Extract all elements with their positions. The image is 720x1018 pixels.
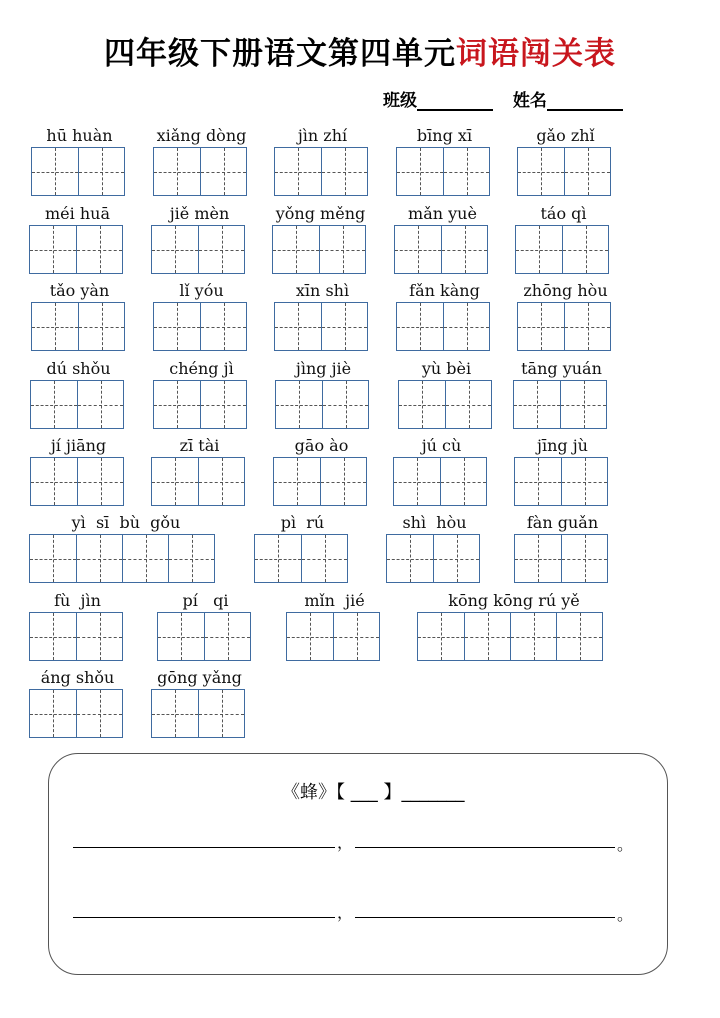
write-cell[interactable] [168,535,214,582]
word-item [272,205,369,275]
write-cell[interactable] [198,226,244,273]
write-cell[interactable] [200,381,246,428]
write-cell[interactable] [198,458,244,505]
write-cell[interactable] [30,535,76,582]
word-item [29,669,126,739]
write-cell[interactable] [418,613,464,660]
tianzige-grid [273,457,367,506]
write-cell[interactable] [510,613,556,660]
write-cell[interactable] [32,303,78,350]
tianzige-grid [517,302,611,351]
write-cell[interactable] [152,690,198,737]
tianzige-grid [396,147,490,196]
write-cell[interactable] [397,148,443,195]
write-cell[interactable] [76,690,122,737]
pinyin-label: zhōng hòu [523,281,608,300]
tianzige-grid [272,225,366,274]
write-cell[interactable] [395,226,441,273]
write-cell[interactable] [30,690,76,737]
pinyin-label: xīn shì [295,281,350,300]
word-item [151,669,248,739]
write-cell[interactable] [443,148,489,195]
write-cell[interactable] [515,458,561,505]
tianzige-grid [29,689,123,738]
write-cell[interactable] [561,458,607,505]
poem-line-1b[interactable] [355,847,615,848]
tianzige-grid [514,534,608,583]
pinyin-label: kōng kōng rú yě [448,591,580,610]
tianzige-grid [274,302,368,351]
tianzige-grid [153,302,247,351]
tianzige-grid [396,302,490,351]
pinyin-label: jú cù [421,436,462,455]
poem-comma-2: ， [337,903,354,922]
word-item [417,592,611,662]
write-cell[interactable] [31,458,77,505]
pinyin-label: pí qi [182,591,229,610]
pinyin-label: gōng yǎng [157,668,242,687]
pinyin-label: pì rú [280,513,325,532]
write-cell[interactable] [122,535,168,582]
write-cell[interactable] [78,148,124,195]
tianzige-grid [30,457,124,506]
tianzige-grid [29,612,123,661]
pinyin-label: bīng xī [416,126,473,145]
tianzige-grid [153,147,247,196]
word-item [274,127,371,197]
write-cell[interactable] [154,148,200,195]
student-info [383,86,623,111]
write-cell[interactable] [273,226,319,273]
write-cell[interactable] [561,535,607,582]
write-cell[interactable] [514,381,560,428]
word-item [396,282,493,352]
pinyin-label: hū huàn [46,126,113,145]
write-cell[interactable] [200,303,246,350]
word-item [275,360,372,430]
word-item [513,360,610,430]
pinyin-label: xiǎng dòng [156,126,247,145]
word-item [517,282,614,352]
pinyin-label: chéng jì [169,359,234,378]
write-cell[interactable] [154,303,200,350]
tianzige-grid [275,380,369,429]
word-item [153,282,250,352]
pinyin-label: shì hòu [402,513,467,532]
pinyin-label: gāo ào [294,436,349,455]
word-item [286,592,383,662]
tianzige-grid [30,380,124,429]
write-cell[interactable] [516,226,562,273]
write-cell[interactable] [287,613,333,660]
title-highlight: 词语闯关表 [456,36,616,72]
pinyin-label: fàn guǎn [526,513,599,532]
write-cell[interactable] [319,226,365,273]
word-item [514,437,611,507]
write-cell[interactable] [275,303,321,350]
word-item [153,127,250,197]
class-label: 班级 [383,91,417,111]
word-item [393,437,490,507]
tianzige-grid [151,225,245,274]
tianzige-grid [157,612,251,661]
word-item [274,282,371,352]
word-item [29,205,126,275]
word-item [30,360,127,430]
tianzige-grid [514,457,608,506]
word-item [151,205,248,275]
write-cell[interactable] [76,535,122,582]
word-item [396,127,493,197]
poem-period-1: 。 [617,835,634,854]
word-item [157,592,254,662]
write-cell[interactable] [30,226,76,273]
tianzige-grid [386,534,480,583]
tianzige-grid [417,612,603,661]
pinyin-label: áng shǒu [40,668,115,687]
word-item [151,437,248,507]
write-cell[interactable] [321,303,367,350]
pinyin-label: yǒng měng [275,204,366,223]
name-label: 姓名 [512,91,547,111]
write-cell[interactable] [445,381,491,428]
write-cell[interactable] [320,458,366,505]
write-cell[interactable] [464,613,510,660]
pinyin-label: lǐ yóu [179,281,224,300]
word-item [31,127,128,197]
name-blank[interactable] [547,93,623,111]
tianzige-grid [398,380,492,429]
write-cell[interactable] [397,303,443,350]
page-title [0,34,720,74]
tianzige-grid [254,534,348,583]
pinyin-label: jīng jù [537,436,588,455]
write-cell[interactable] [198,690,244,737]
pinyin-label: jí jiāng [50,436,107,455]
write-cell[interactable] [32,148,78,195]
write-cell[interactable] [321,148,367,195]
write-cell[interactable] [200,148,246,195]
poem-line-2b[interactable] [355,917,615,918]
write-cell[interactable] [322,381,368,428]
poem-title: 《蜂》【 ___ 】_______ [282,782,465,803]
tianzige-grid [31,302,125,351]
tianzige-grid [286,612,380,661]
word-item [398,360,495,430]
write-cell[interactable] [154,381,200,428]
pinyin-label: jìn zhí [297,126,348,145]
tianzige-grid [29,534,215,583]
pinyin-label: yì sī bù gǒu [71,513,181,532]
pinyin-label: mǐn jié [304,591,365,610]
write-cell[interactable] [556,613,602,660]
write-cell[interactable] [333,613,379,660]
write-cell[interactable] [564,148,610,195]
word-item [29,592,126,662]
tianzige-grid [517,147,611,196]
pinyin-label: jiě mèn [169,204,230,223]
word-item [29,514,223,584]
word-item [31,282,128,352]
pinyin-label: yù bèi [421,359,472,378]
pinyin-label: jìng jiè [295,359,352,378]
write-cell[interactable] [433,535,479,582]
tianzige-grid [513,380,607,429]
write-cell[interactable] [518,303,564,350]
write-cell[interactable] [78,303,124,350]
word-item [273,437,370,507]
write-cell[interactable] [564,303,610,350]
write-cell[interactable] [76,613,122,660]
pinyin-label: táo qì [540,204,587,223]
tianzige-grid [515,225,609,274]
pinyin-label: gǎo zhǐ [536,126,595,145]
write-cell[interactable] [394,458,440,505]
pinyin-label: zī tài [179,436,220,455]
write-cell[interactable] [152,458,198,505]
tianzige-grid [151,457,245,506]
write-cell[interactable] [30,613,76,660]
tianzige-grid [394,225,488,274]
write-cell[interactable] [76,226,122,273]
word-item [254,514,351,584]
write-cell[interactable] [255,535,301,582]
pinyin-label: tǎo yàn [49,281,110,300]
title-main: 四年级下册语文第四单元 [104,36,456,72]
word-item [517,127,614,197]
word-item [30,437,127,507]
tianzige-grid [153,380,247,429]
write-cell[interactable] [515,535,561,582]
pinyin-label: tāng yuán [521,359,602,378]
pinyin-label: fǎn kàng [409,281,480,300]
write-cell[interactable] [562,226,608,273]
write-cell[interactable] [204,613,250,660]
class-blank[interactable] [417,93,493,111]
tianzige-grid [29,225,123,274]
pinyin-label: méi huā [45,204,110,223]
word-item [515,205,612,275]
write-cell[interactable] [158,613,204,660]
tianzige-grid [151,689,245,738]
write-cell[interactable] [276,381,322,428]
write-cell[interactable] [440,458,486,505]
write-cell[interactable] [443,303,489,350]
pinyin-label: mǎn yuè [408,204,477,223]
pinyin-label: dú shǒu [46,359,111,378]
write-cell[interactable] [31,381,77,428]
write-cell[interactable] [441,226,487,273]
write-cell[interactable] [387,535,433,582]
write-cell[interactable] [275,148,321,195]
write-cell[interactable] [77,381,123,428]
word-item [153,360,250,430]
poem-period-2: 。 [617,905,634,924]
poem-comma-1: ， [337,833,354,852]
poem-line-1a[interactable] [73,847,335,848]
tianzige-grid [393,457,487,506]
pinyin-label: fù jìn [54,591,101,610]
write-cell[interactable] [560,381,606,428]
write-cell[interactable] [274,458,320,505]
word-item [514,514,611,584]
tianzige-grid [274,147,368,196]
word-item [394,205,491,275]
write-cell[interactable] [518,148,564,195]
word-item [386,514,483,584]
write-cell[interactable] [77,458,123,505]
write-cell[interactable] [152,226,198,273]
tianzige-grid [31,147,125,196]
write-cell[interactable] [301,535,347,582]
write-cell[interactable] [399,381,445,428]
poem-line-2a[interactable] [73,917,335,918]
